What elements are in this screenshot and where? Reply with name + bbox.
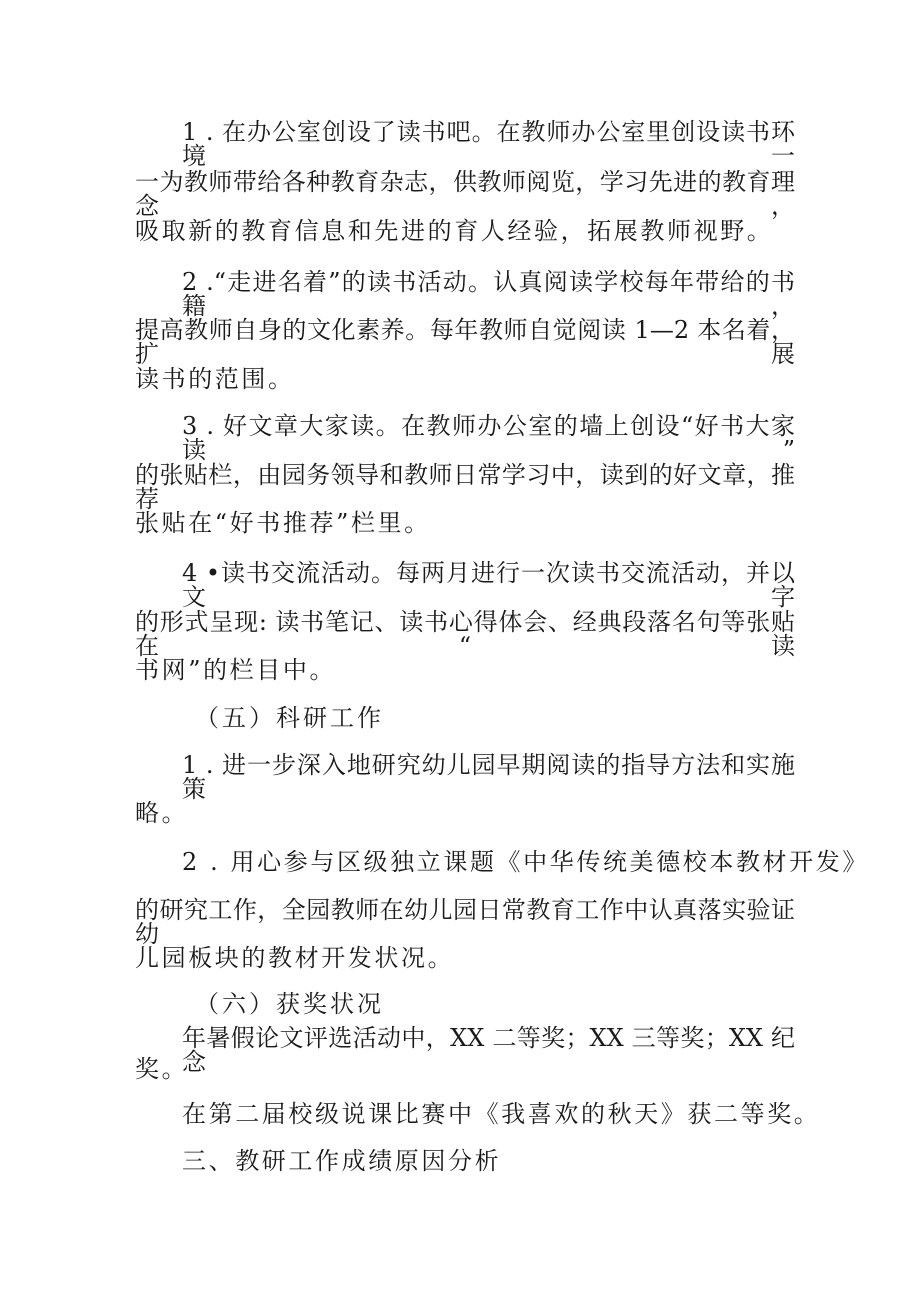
text-line: 2 . 用心参与区级独立课题《中华传统美德校本教材开发》 xyxy=(182,848,869,876)
text-line: 2 .“走进名着”的读书活动。认真阅读学校每年带给的书籍， xyxy=(182,268,795,320)
text-line: 提高教师自身的文化素养。每年教师自觉阅读 1—2 本名着，扩展 xyxy=(135,316,795,368)
text-line: 1 . 进一步深入地研究幼儿园早期阅读的指导方法和实施策 xyxy=(182,751,795,803)
text-line: 的形式呈现: 读书笔记、读书心得体会、经典段落名句等张贴在“读 xyxy=(135,608,795,660)
text-line: 1 . 在办公室创设了读书吧。在教师办公室里创设读书环境一 xyxy=(182,118,795,170)
text-line: 吸取新的教育信息和先进的育人经验，拓展教师视野。 xyxy=(135,217,774,245)
text-line: 的研究工作，全园教师在幼儿园日常教育工作中认真落实验证幼 xyxy=(135,896,795,948)
section-heading-awards: （六）获奖状况 xyxy=(195,990,384,1018)
paragraph-lecture-contest-award: 在第二届校级说课比赛中《我喜欢的秋天》获二等奖。 xyxy=(182,1100,821,1128)
text-line: 张贴在“好书推荐”栏里。 xyxy=(135,509,431,537)
text-line: 书网”的栏目中。 xyxy=(135,656,337,684)
section-heading-research: （五）科研工作 xyxy=(195,704,384,732)
text-line: 一为教师带给各种教育杂志，供教师阅览，学习先进的教育理念， xyxy=(135,168,795,220)
text-line: 年暑假论文评选活动中，XX 二等奖；XX 三等奖；XX 纪念 xyxy=(182,1024,795,1076)
text-line: 的张贴栏，由园务领导和教师日常学习中，读到的好文章，推荐 xyxy=(135,461,795,513)
text-line: 读书的范围。 xyxy=(135,365,295,393)
text-line: 奖。 xyxy=(135,1055,189,1083)
section-heading-analysis: 三、教研工作成绩原因分析 xyxy=(182,1147,502,1175)
text-line: 儿园板块的教材开发状况。 xyxy=(135,944,455,972)
text-line: 4 •读书交流活动。每两月进行一次读书交流活动，并以文字 xyxy=(182,559,795,611)
text-line: 略。 xyxy=(135,799,189,827)
text-line: 3 . 好文章大家读。在教师办公室的墙上创设“好书大家读” xyxy=(182,412,795,464)
